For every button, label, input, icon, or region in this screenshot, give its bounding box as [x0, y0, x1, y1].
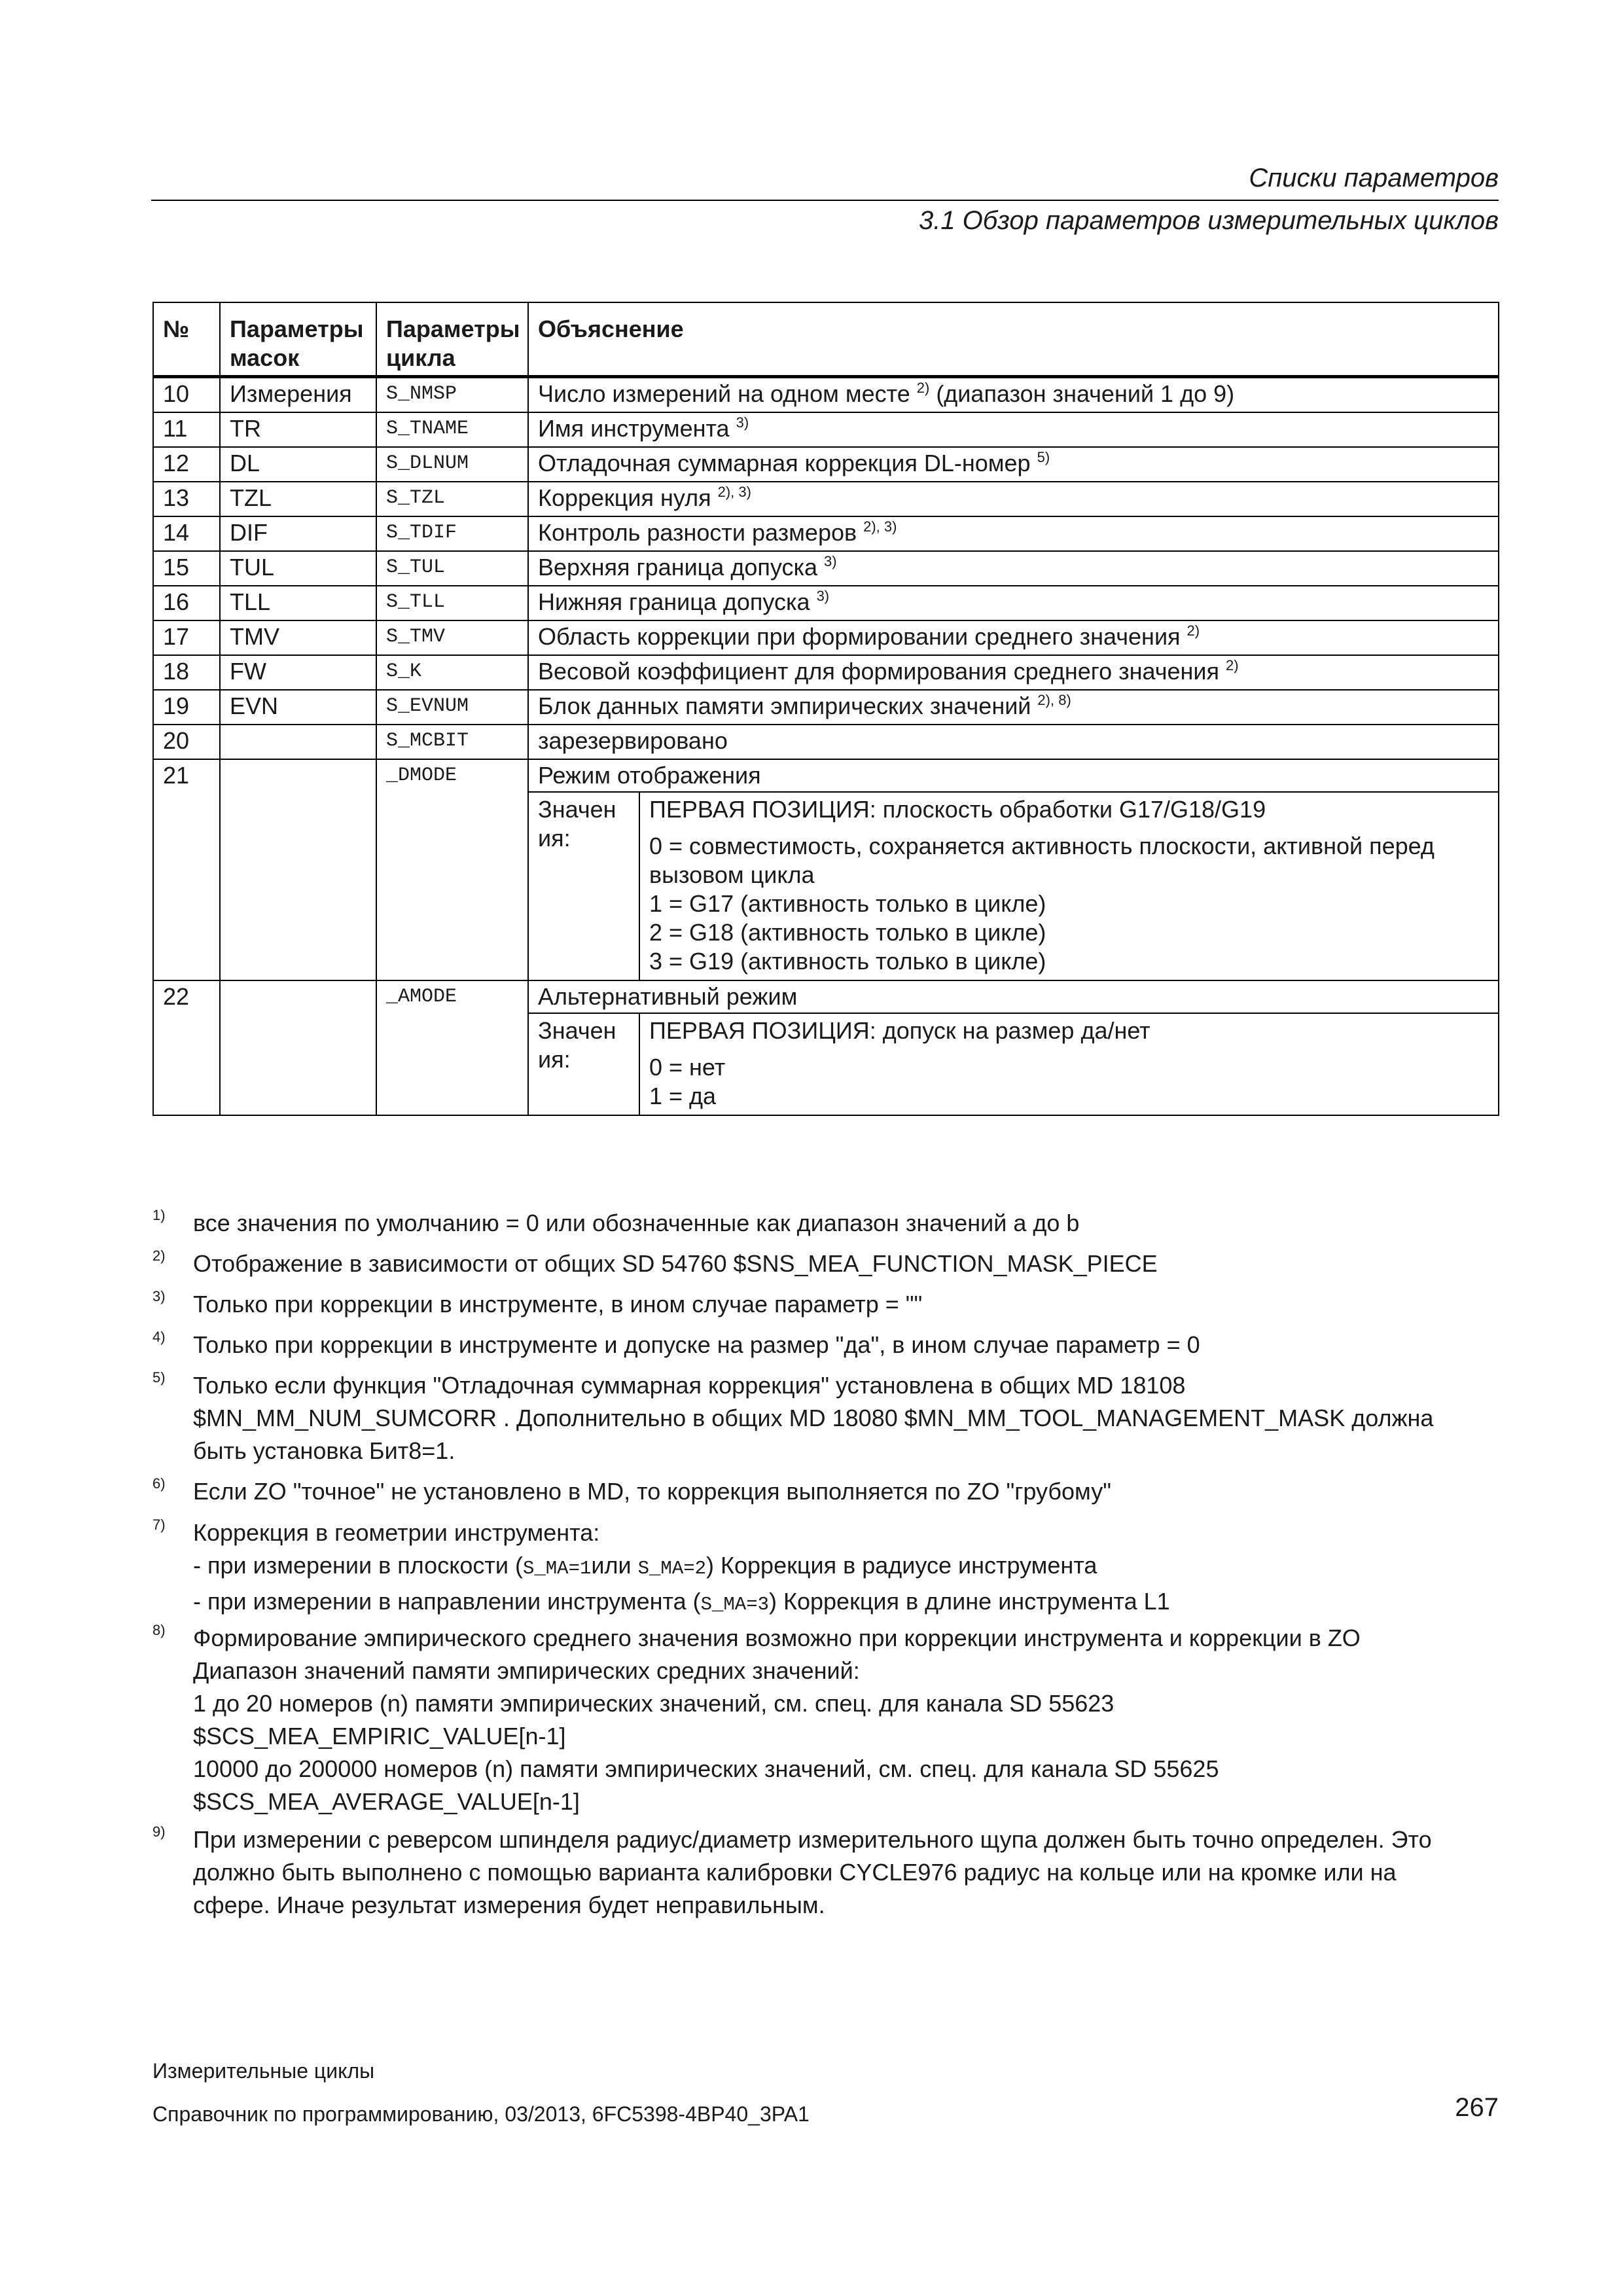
dmode-values: Значен ия: ПЕРВАЯ ПОЗИЦИЯ: плоскость обработки G17/G18/G19 0 = совместимость, сохраняется активность плоскости, активной перед вызовом цикла 1 = G17 (активность только в цикле) 2 = G18 (активность только в цикле) 3 = G19 (активность только в цикле) [529, 791, 1498, 980]
footnote: 6) Если ZO "точное" не установлено в MD, то коррекция выполняется по ZO "грубому" [152, 1475, 1111, 1505]
footnote: 8) Формирование эмпирического среднего значения возможно при коррекции инструмента и коррекции в ZO Диапазон значений памяти эмпирических средних значений: 1 до 20 номеров (n) памяти эмпирических значений, см. спец. для канала SD 55623 $SCS_MEA_EMPIRIC_VALUE[n-1] 10000 до 200000 номеров (n) памяти эмпирических значений, см. спец. для канала SD 55625 $SCS_MEA_AVERAGE_VALUE[n-1] [152, 1622, 1361, 1815]
footer-reference: Справочник по программированию, 03/2013, 6FC5398-4BP40_3PA1 [152, 2102, 810, 2126]
section-title: 3.1 Обзор параметров измерительных циклов [918, 206, 1499, 235]
table-row: 20 S_MCBIT зарезервировано [153, 725, 1499, 759]
table-row: 17 TMV S_TMV Область коррекции при формировании среднего значения $^{2)}$ [153, 620, 1499, 655]
table-row: 19 EVN S_EVNUM Блок данных памяти эмпирических значений $^{2), 8)}$ [153, 690, 1499, 725]
table-row: 14 DIF S_TDIF Контроль разности размеров $^{2), 3)}$ [153, 516, 1499, 551]
table-header-row [153, 302, 1499, 377]
table-row-dmode: 21 _DMODE Режим отображения Значен ия: ПЕРВАЯ ПОЗИЦИЯ: плоскость обработки G17/G18/G19 0 = совместимость, сохраняется активность плоскости, активной перед вызовом цикла 1 = G17 (активность только в цикле) 2 = G18 (активность только в цикле) 3 = G19 (активность только в цикле) [153, 759, 1499, 980]
footnote: 1) все значения по умолчанию = 0 или обозначенные как диапазон значений a до b [152, 1207, 1080, 1236]
footnote: 5) Только если функция "Отладочная суммарная коррекция" установлена в общих MD 18108 $MN_MM_NUM_SUMCORR . Дополнительно в общих MD 18080 $MN_MM_TOOL_MANAGEMENT_MASK должна быть установка Бит8=1. [152, 1369, 1434, 1464]
dmode-title: Режим отображения [538, 762, 761, 789]
table-row: 11 TR S_TNAME Имя инструмента $^{3)}$ [153, 412, 1499, 447]
table-row: 15 TUL S_TUL Верхняя граница допуска $^{3)}$ [153, 551, 1499, 586]
table-row: 18 FW S_K Весовой коэффициент для формирования среднего значения $^{2)}$ [153, 655, 1499, 690]
col-header-desc: Объяснение [528, 302, 1499, 377]
col-header-mask: Параметры масок [220, 302, 376, 377]
col-header-no: № [153, 302, 220, 377]
footnote: 9) При измерении с реверсом шпинделя радиус/диаметр измерительного щупа должен быть точно определен. Это должно быть выполнено с помощью варианта калибровки CYCLE976 радиус на кольце или на кромке или на сфере. Иначе результат измерения будет неправильным. [152, 1823, 1432, 1918]
footnote: 7) Коррекция в геометрии инструмента: - при измерении в плоскости (S_MA=1или S_MA=2) Коррекция в радиусе инструмента - при измерении в направлении инструмента (S_MA=3) Коррекция в длине инструмента L1 [152, 1516, 1170, 1615]
footnote: 3) Только при коррекции в инструменте, в ином случае параметр = "" [152, 1288, 923, 1318]
footnote: 4) Только при коррекции в инструменте и допуске на размер "да", в ином случае параметр = 0 [152, 1329, 1200, 1358]
footer-title: Измерительные циклы [152, 2059, 375, 2083]
footnote: 2) Отображение в зависимости от общих SD 54760 $SNS_MEA_FUNCTION_MASK_PIECE [152, 1247, 1158, 1277]
col-header-cycle: Параметры цикла [376, 302, 528, 377]
table-row: 12 DL S_DLNUM Отладочная суммарная коррекция DL-номер $^{5)}$ [153, 447, 1499, 482]
amode-title: Альтернативный режим [538, 983, 798, 1010]
table-row: 16 TLL S_TLL Нижняя граница допуска $^{3)}$ [153, 586, 1499, 620]
parameter-table [152, 302, 1499, 1116]
chapter-title: Списки параметров [1249, 164, 1499, 192]
header-rule [151, 200, 1499, 201]
page-number: 267 [1455, 2093, 1499, 2122]
table-row: 13 TZL S_TZL Коррекция нуля $^{2), 3)}$ [153, 482, 1499, 516]
table-row-amode: 22 _AMODE Альтернативный режим Значен ия: ПЕРВАЯ ПОЗИЦИЯ: допуск на размер да/нет 0 = нет 1 = да [153, 980, 1499, 1115]
amode-values: Значен ия: ПЕРВАЯ ПОЗИЦИЯ: допуск на размер да/нет 0 = нет 1 = да [529, 1013, 1498, 1115]
table-row: 10 Измерения S_NMSP Число измерений на одном месте $^{2)}$ (диапазон значений 1 до 9) [153, 377, 1499, 413]
